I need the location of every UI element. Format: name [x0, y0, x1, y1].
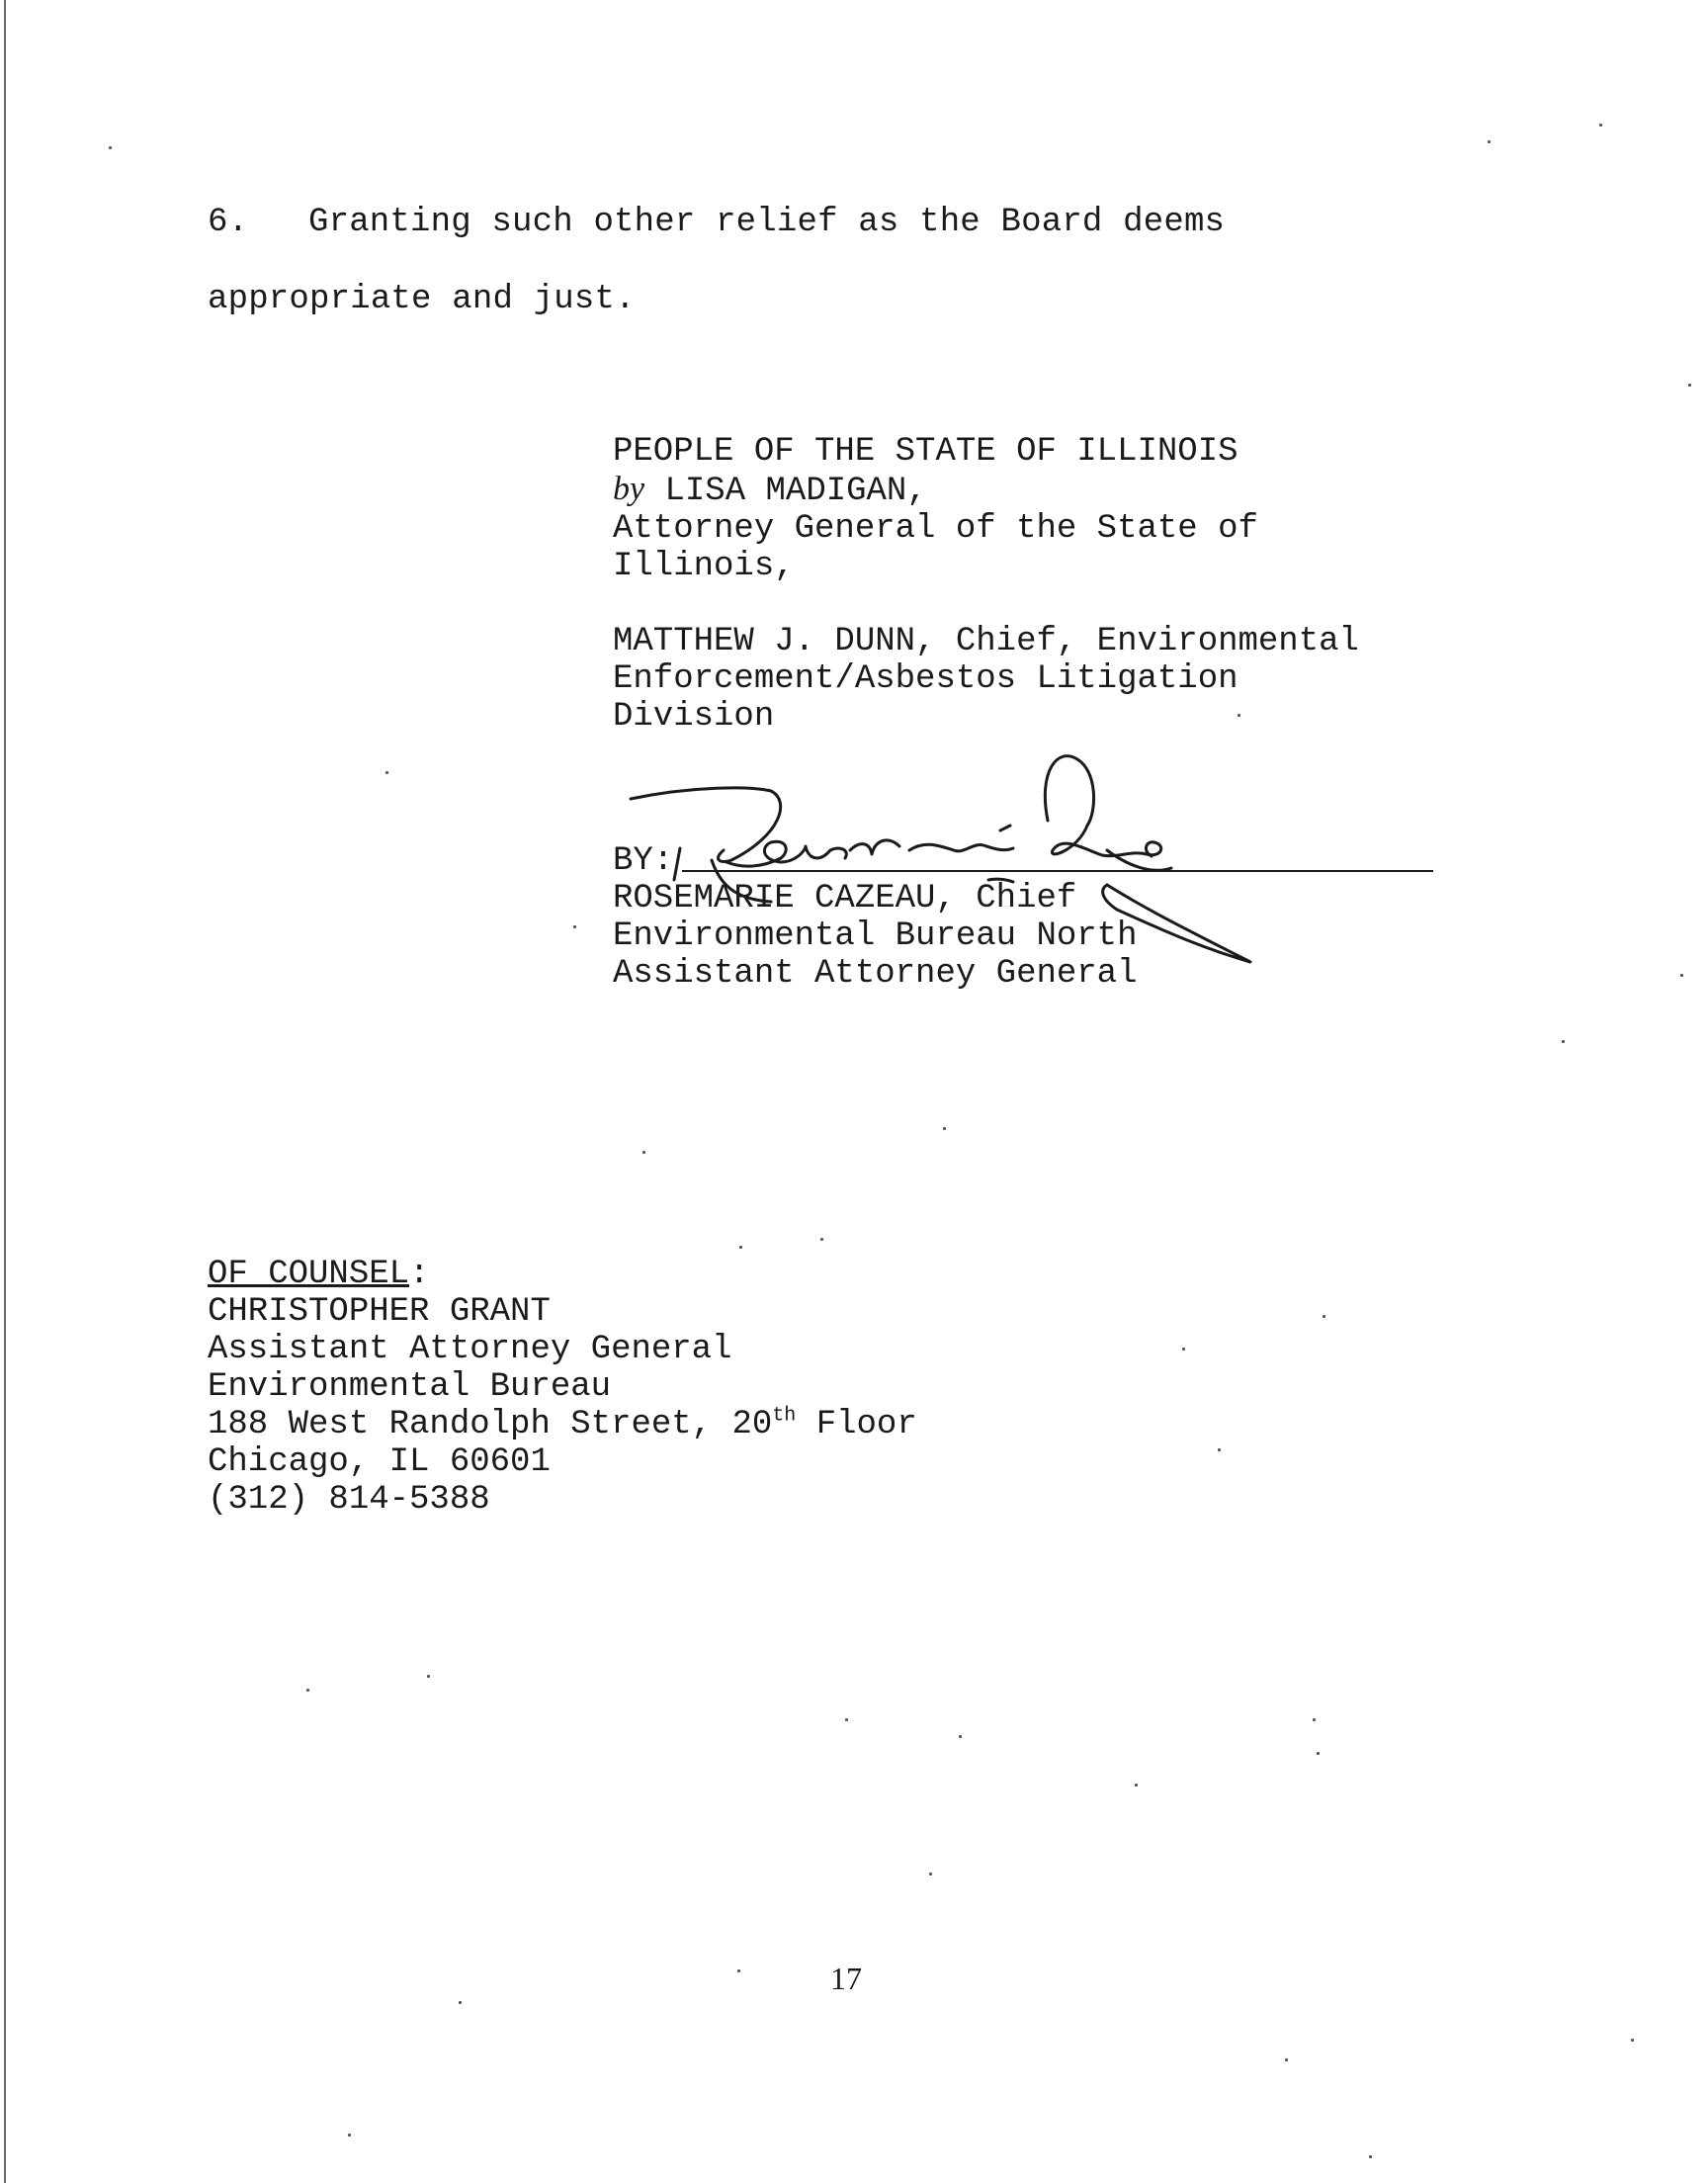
- attorney-general-name: LISA MADIGAN,: [644, 473, 927, 510]
- attorney-general-by-line: [613, 471, 1258, 510]
- scan-speck: [1313, 1718, 1316, 1721]
- of-counsel-heading-row: [208, 1256, 917, 1293]
- page-number: 17: [830, 1961, 862, 1996]
- paragraph-text-line-2: appropriate and just.: [208, 281, 636, 318]
- scan-speck: [929, 1873, 932, 1876]
- scan-speck: [845, 1718, 848, 1721]
- scan-speck: [1182, 1348, 1185, 1351]
- counsel-address: [208, 1406, 917, 1443]
- scan-speck: [1631, 2039, 1634, 2042]
- scan-speck: [959, 1735, 962, 1738]
- scan-speck: [1680, 974, 1683, 977]
- left-margin-rule: [4, 0, 6, 2183]
- attorney-general-title-line-2: Illinois,: [613, 548, 795, 585]
- scan-speck: [943, 1127, 946, 1130]
- scan-speck: [573, 925, 576, 928]
- scan-speck: [1323, 1315, 1325, 1318]
- scan-speck: [820, 1238, 823, 1241]
- scan-speck: [739, 1246, 742, 1249]
- by-italic: by: [613, 471, 645, 507]
- address-floor: Floor: [796, 1406, 917, 1443]
- scan-speck: [427, 1675, 430, 1678]
- scan-speck: [348, 2134, 351, 2137]
- scan-speck: [1688, 384, 1691, 387]
- scan-speck: [1238, 714, 1240, 717]
- scan-speck: [1317, 1752, 1320, 1755]
- people-of-state-line: PEOPLE OF THE STATE OF ILLINOIS: [613, 433, 1238, 471]
- scan-speck: [385, 771, 388, 774]
- scan-speck: [459, 2001, 462, 2004]
- signatory-title: Assistant Attorney General: [613, 955, 1138, 993]
- of-counsel-colon: :: [409, 1256, 430, 1293]
- chief-block: [613, 623, 1359, 736]
- scan-speck: [1599, 124, 1602, 127]
- chief-line-2: Enforcement/Asbestos Litigation: [613, 660, 1238, 698]
- counsel-phone: (312) 814-5388: [208, 1481, 490, 1519]
- paragraph-number: 6.: [208, 204, 249, 241]
- scan-speck: [1369, 2155, 1372, 2158]
- scan-speck: [1562, 1040, 1565, 1043]
- scan-speck: [1135, 1784, 1138, 1787]
- signatory-name: ROSEMARIE CAZEAU, Chief: [613, 880, 1077, 917]
- scan-speck: [306, 1689, 309, 1692]
- chief-line-1: MATTHEW J. DUNN, Chief, Environmental: [613, 623, 1359, 660]
- handwritten-signature: [613, 751, 1384, 989]
- counsel-city: Chicago, IL 60601: [208, 1443, 551, 1481]
- scan-speck: [737, 1969, 740, 1972]
- scan-speck: [1285, 2058, 1288, 2061]
- scan-speck: [109, 146, 112, 149]
- address-street: 188 West Randolph Street, 20: [208, 1406, 773, 1443]
- signature-block-header: [613, 433, 1258, 585]
- counsel-bureau: Environmental Bureau: [208, 1368, 612, 1406]
- scan-speck: [1488, 140, 1491, 143]
- chief-line-3: Division: [613, 698, 775, 736]
- counsel-name: CHRISTOPHER GRANT: [208, 1293, 551, 1331]
- address-ordinal-suffix: th: [772, 1404, 797, 1428]
- signatory-bureau: Environmental Bureau North: [613, 917, 1138, 955]
- of-counsel-heading: OF COUNSEL: [208, 1256, 410, 1293]
- scan-speck: [1218, 1448, 1221, 1451]
- by-label: BY:: [613, 842, 674, 880]
- paragraph-6-line-1: [208, 204, 1225, 241]
- attorney-general-title-line-1: Attorney General of the State of: [613, 510, 1258, 548]
- paragraph-text-line-1: Granting such other relief as the Board deems: [308, 204, 1226, 241]
- counsel-title: Assistant Attorney General: [208, 1331, 732, 1368]
- scan-speck: [642, 1151, 645, 1154]
- of-counsel-block: [208, 1256, 917, 1519]
